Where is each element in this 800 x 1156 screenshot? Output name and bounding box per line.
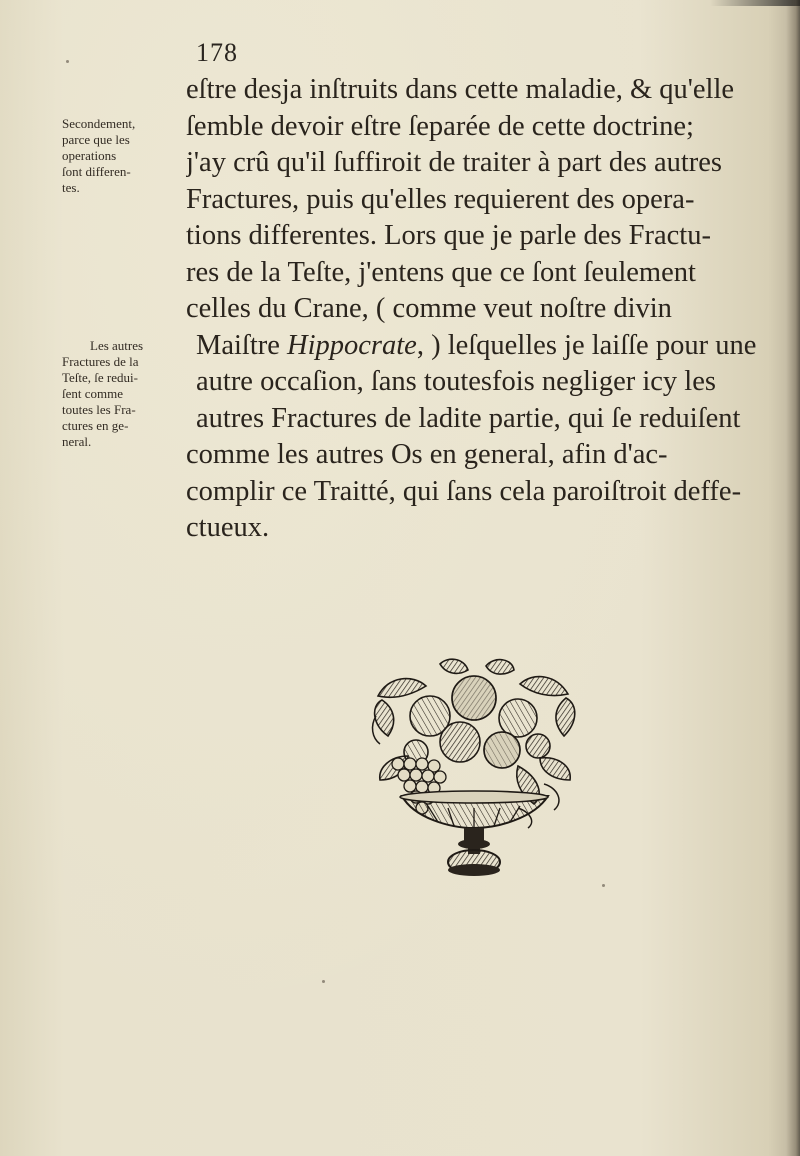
- body-line: ctueux.: [186, 512, 270, 543]
- ink-speck: [322, 980, 325, 983]
- body-line: celles du Crane, ( comme veut noſtre divin: [186, 293, 672, 324]
- ink-speck: [66, 60, 69, 63]
- body-line: comme les autres Os en general, afin d'ac-: [186, 439, 668, 470]
- margin-note-line: toutes les Fra-: [62, 402, 136, 417]
- margin-note-fractures: [62, 338, 190, 450]
- margin-note-line: operations: [62, 148, 117, 163]
- margin-note-line: Secondement,: [62, 116, 136, 131]
- body-line-with-italic: [186, 328, 776, 365]
- margin-note-line: ſent comme: [62, 386, 124, 401]
- body-line: complir ce Traitté, qui ſans cela paroiſtroit deffe-: [186, 475, 742, 507]
- body-line: eſtre desja inſtruits dans cette maladie, & qu'elle: [186, 74, 735, 105]
- body-line: autre occaſion, ſans toutesfois negliger icy les: [196, 366, 716, 397]
- margin-note-line: neral.: [62, 434, 92, 449]
- margin-note-operations: [62, 116, 190, 196]
- body-line: ſemble devoir eſtre ſeparée de cette doctrine;: [186, 110, 694, 142]
- fruit-basket-ornament: [368, 656, 580, 878]
- body-text: [186, 72, 776, 547]
- margin-note-line: Fractures de la: [62, 354, 139, 369]
- margin-note-line: tes.: [62, 180, 80, 195]
- author-name-italic: Hippocrate: [287, 329, 417, 361]
- body-line: res de la Teſte, j'entens que ce ſont ſeulement: [186, 256, 696, 288]
- body-line-start: Maiſtre: [196, 329, 288, 361]
- margin-note-line: Teſte, ſe redui-: [62, 370, 138, 385]
- margin-note-line: ſont differen-: [62, 164, 131, 179]
- margin-note-line: ctures en ge-: [62, 418, 129, 433]
- body-line: tions differentes. Lors que je parle des Fractu-: [186, 220, 711, 251]
- margin-note-line: Les autres: [90, 338, 144, 353]
- ink-speck: [602, 884, 605, 887]
- body-line: Fractures, puis qu'elles requierent des opera-: [186, 183, 695, 215]
- page-number: 178: [196, 38, 238, 67]
- page-gutter-shadow: [786, 0, 800, 1156]
- body-line: autres Fractures de ladite partie, qui ſe reduiſent: [196, 402, 741, 434]
- body-line-end: , ) leſquelles je laiſſe pour une: [416, 329, 757, 361]
- body-line: j'ay crû qu'il ſuffiroit de traiter à part des autres: [186, 147, 723, 178]
- margin-note-line: parce que les: [62, 132, 130, 147]
